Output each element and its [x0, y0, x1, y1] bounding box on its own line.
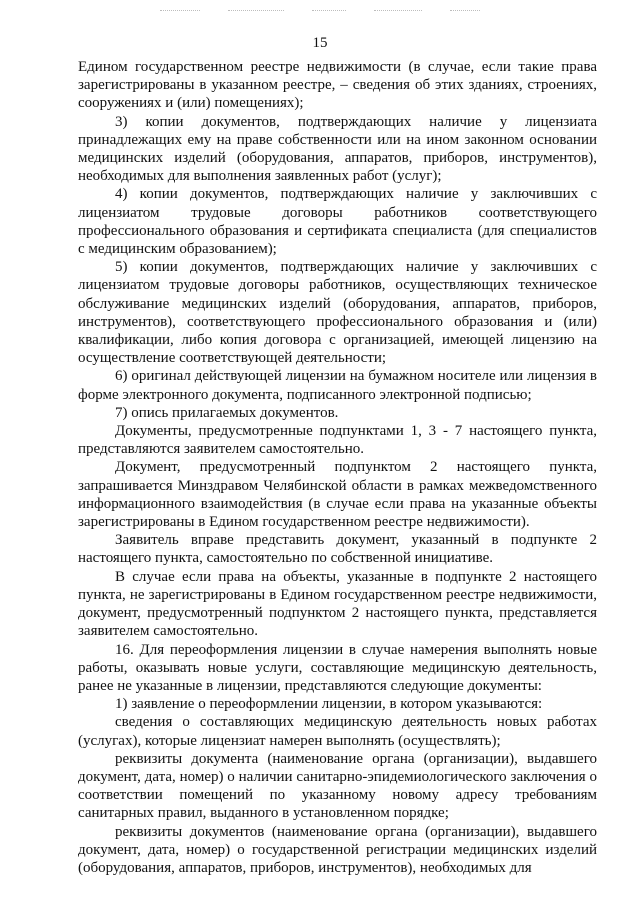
paragraph: Документы, предусмотренные подпунктами 1, 3 - 7 настоящего пункта, представляются заявителем самостоятельно.: [78, 423, 597, 458]
paragraph: 16. Для переоформления лицензии в случае намерения выполнять новые работы, оказывать новые услуги, составляющие медицинскую деятельность, ранее не указанные в лицензии, представляются следующие документы:: [78, 641, 597, 694]
paragraph: реквизиты документа (наименование органа (организации), выдавшего документ, дата, номер) о наличии санитарно-эпидемиологического заключения о соответствии помещений по указанному новому адресу требованиям санитарных правил, выданного в установленном порядке;: [78, 750, 597, 822]
paragraph: 4) копии документов, подтверждающих наличие у заключивших с лицензиатом трудовые договоры работников соответствующего профессионального образования и сертификата специалиста (для специалистов с медицинским образованием);: [78, 186, 597, 258]
header-scan-marks: [0, 6, 640, 14]
document-body: [78, 58, 597, 877]
paragraph: 5) копии документов, подтверждающих наличие у заключивших с лицензиатом трудовые договоры работников, осуществляющих техническое обслуживание медицинских изделий (оборудования, аппаратов, приборов, инструментов), соответствующего профессионального образования и (или) квалификации, либо копия договора с организацией, имеющей лицензию на осуществление соответствующей деятельности;: [78, 259, 597, 367]
paragraph: Заявитель вправе представить документ, указанный в подпункте 2 настоящего пункта, самостоятельно по собственной инициативе.: [78, 532, 597, 567]
paragraph: сведения о составляющих медицинскую деятельность новых работах (услугах), которые лицензиат намерен выполнять (осуществлять);: [78, 714, 597, 749]
paragraph: 3) копии документов, подтверждающих наличие у лицензиата принадлежащих ему на праве собственности или на ином законном основании медицинских изделий (оборудования, аппаратов, приборов, инструментов), необходимых для выполнения заявленных работ (услуг);: [78, 113, 597, 185]
paragraph: В случае если права на объекты, указанные в подпункте 2 настоящего пункта, не зарегистрированы в Едином государственном реестре недвижимости, документ, предусмотренный подпунктом 2 настоящего пункта, представляется заявителем самостоятельно.: [78, 568, 597, 640]
paragraph: реквизиты документов (наименование органа (организации), выдавшего документ, дата, номер) о государственной регистрации медицинских изделий (оборудования, аппаратов, приборов, инструментов), необходимых для: [78, 823, 597, 876]
paragraph: Документ, предусмотренный подпунктом 2 настоящего пункта, запрашивается Минздравом Челябинской области в рамках межведомственного информационного взаимодействия (в случае если права на указанные объекты зарегистрированы в Едином государственном реестре недвижимости).: [78, 459, 597, 531]
paragraph: 6) оригинал действующей лицензии на бумажном носителе или лицензия в форме электронного документа, подписанного электронной подписью;: [78, 368, 597, 403]
paragraph: 7) опись прилагаемых документов.: [115, 404, 339, 421]
paragraph: Едином государственном реестре недвижимости (в случае, если такие права зарегистрированы в указанном реестре, – сведения об этих зданиях, строениях, сооружениях и (или) помещениях);: [78, 59, 597, 112]
paragraph: 1) заявление о переоформлении лицензии, в котором указываются:: [115, 696, 543, 713]
page-number: 15: [312, 35, 328, 51]
